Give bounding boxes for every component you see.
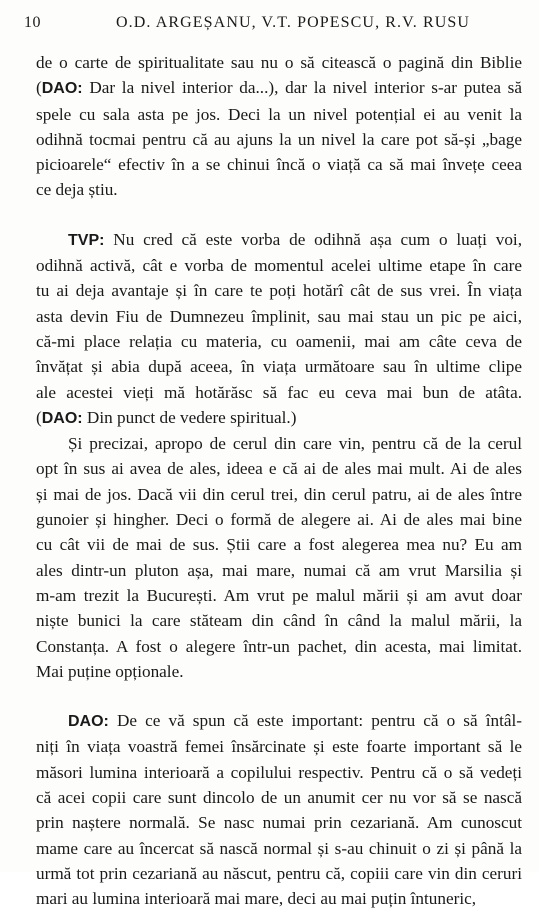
- text-run: Nu cred că este vorba de odihnă așa cum o luați voi,: [104, 229, 522, 249]
- text-line: [36, 785, 522, 810]
- text-run: și mai de jos. Dacă vii din cerul trei, din cerul patru, ai de ales între: [36, 484, 522, 504]
- text-run: ale acestei vieți mă hotărăsc să fac eu ceva mai bun de atâta.: [36, 382, 522, 402]
- text-run: (: [36, 407, 42, 427]
- text-run: Constanța. A fost o alegere într-un pachet, din acesta, mai limitat.: [36, 636, 522, 656]
- text-line: [36, 734, 522, 759]
- text-run: Dar la nivel interior da...), dar la nivel interior s-ar putea să: [82, 78, 522, 98]
- text-run: spele cu sala asta pe jos. Deci la un nivel potențial ei au venit la: [36, 104, 522, 124]
- text-line: [36, 380, 522, 405]
- speaker-label: TVP:: [68, 231, 105, 249]
- text-line: [36, 253, 522, 278]
- text-run: picioarele“ efectiv în a se chinui încă o viață ca să mai învețe ceea: [36, 155, 522, 175]
- text-run: că acei copii care sunt dincolo de un anumit cer nu vor să se nască: [36, 788, 522, 808]
- text-run: mame care au încercat să nască normal și s-au chinuit o zi și până la: [36, 838, 522, 858]
- text-run: niți în viața voastră femei însărcinate și este foarte important să le: [36, 737, 522, 757]
- text-run: mari au lumina interioară mai mare, deci au mai puțin întuneric,: [36, 889, 477, 909]
- speaker-label: DAO:: [41, 409, 83, 427]
- text-run: Din punct de vedere spiritual.): [82, 407, 297, 427]
- text-run: De ce vă spun că este important: pentru că o să întâl-: [108, 711, 522, 731]
- text-line: [36, 354, 522, 379]
- text-run: măsori lumina interioară a copilului respectiv. Pentru că o să vedeți: [36, 762, 522, 782]
- paragraph: [36, 708, 522, 911]
- text-run: învățat și abia după aceea, în viața următoare sau în ultime clipe: [36, 357, 522, 377]
- text-line: [36, 431, 522, 456]
- text-run: că-mi place relația cu materia, cu oamenii, mai am câte ceva de: [36, 331, 522, 351]
- text-run: gunoier și hingher. Deci o formă de alegere ai. Ai de ales mai bine: [36, 510, 522, 530]
- text-run: m-am trezit la București. Am vrut pe malul mării și am avut doar: [36, 585, 522, 605]
- text-run: ce deja știu.: [36, 180, 118, 200]
- text-run: niște bunici la care stăteam din când în când la malul mării, la: [36, 611, 522, 631]
- text-line: [36, 659, 522, 684]
- text-line: [36, 583, 522, 608]
- text-line: [36, 227, 522, 253]
- text-line: [36, 177, 522, 202]
- text-line: [36, 75, 522, 101]
- text-line: [36, 152, 522, 177]
- text-line: [36, 861, 522, 886]
- text-run: Mai puține opționale.: [36, 661, 184, 681]
- text-line: [36, 405, 522, 431]
- text-line: [36, 810, 522, 835]
- text-line: [36, 886, 522, 911]
- text-line: [36, 532, 522, 557]
- text-run: odihnă tocmai pentru că au ajuns la un nivel la care pot să-și „bage: [36, 129, 522, 149]
- text-line: [36, 507, 522, 532]
- text-line: [36, 760, 522, 785]
- text-line: [36, 456, 522, 481]
- text-run: de o carte de spiritualitate sau nu o să citească o pagină din Biblie: [36, 53, 522, 72]
- text-run: opt în sus ai avea de ales, ideea e că ai de ales mai mult. Ai de ales: [36, 459, 522, 479]
- text-run: tu ai deja avantaje și în care te poți hotărî cât de sus vrei. În viața: [36, 281, 522, 301]
- speaker-label: DAO:: [68, 713, 109, 731]
- text-line: [36, 102, 522, 127]
- paragraph: [36, 431, 522, 684]
- text-line: [36, 608, 522, 633]
- text-run: (: [36, 78, 42, 98]
- text-line: [36, 304, 522, 329]
- page-number: 10: [24, 14, 41, 31]
- text-line: [36, 329, 522, 354]
- text-run: cu cât vii de mai de sus. Știi care a fost alegerea mea nu? Eu am: [36, 535, 522, 555]
- body-text: [36, 50, 522, 912]
- speaker-label: DAO:: [41, 80, 83, 98]
- text-run: prin naștere normală. Se nasc numai prin cezariană. Am cunoscut: [36, 813, 522, 833]
- text-line: [36, 127, 522, 152]
- text-line: [36, 482, 522, 507]
- text-run: Și precizai, apropo de cerul din care vin, pentru că de la cerul: [68, 434, 522, 454]
- text-line: [36, 50, 522, 75]
- text-line: [36, 558, 522, 583]
- text-run: ales dintr-un pluton așa, mai mare, numai că am vrut Marsilia și: [36, 560, 522, 580]
- text-line: [36, 836, 522, 861]
- page-header: [24, 14, 515, 36]
- text-run: asta devin Fiu de Dumnezeu împlinit, sau mai stau un pic pe aici,: [36, 306, 522, 326]
- text-line: [36, 278, 522, 303]
- paragraph: [36, 227, 522, 431]
- paragraph: [36, 50, 522, 203]
- text-run: urmă tot prin cezariană au născut, pentru că, copiii care vin din ceruri: [36, 863, 522, 883]
- text-run: odihnă activă, cât e vorba de momentul acelei ultime etape în care: [36, 256, 522, 276]
- text-line: [36, 634, 522, 659]
- text-line: [36, 708, 522, 734]
- running-head: O.D. ARGEȘANU, V.T. POPESCU, R.V. RUSU: [116, 14, 471, 31]
